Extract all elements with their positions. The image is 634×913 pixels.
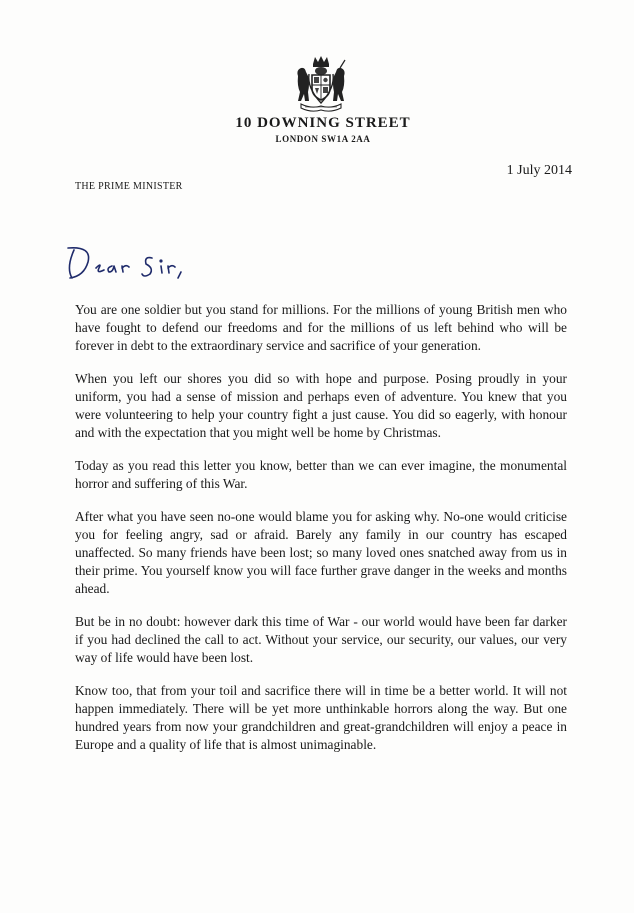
- royal-coat-of-arms-icon: [293, 54, 349, 114]
- paragraph-1: You are one soldier but you stand for millions. For the millions of young British men who have fought to defend our freedoms and for the millions of us left behind who will be forever in debt to the extraordinary service and sacrifice of your generation.: [75, 302, 567, 353]
- address-city: LONDON SW1A 2AA: [275, 134, 371, 144]
- paragraph-2: When you left our shores you did so with hope and purpose. Posing proudly in your uniform, you had a sense of mission and perhaps even of adventure. You knew that you were volunteering to help your country fight a just cause. You did so eagerly, with honour and with the expectation that you might well be home by Christmas.: [75, 371, 567, 440]
- letter-body: [75, 301, 567, 769]
- handwritten-salutation: [62, 238, 202, 290]
- paragraph-4: After what you have seen no-one would blame you for asking why. No-one would criticise you for feeling angry, sad or afraid. Barely any family in our country has escaped unaffected. So many friends have been lost; so many loved ones snatched away from us in their prime. You yourself know you will face further grave danger in the weeks and months ahead.: [75, 509, 567, 596]
- paragraph-5: But be in no doubt: however dark this time of War - our world would have been far darker if you had declined the call to act. Without your service, our security, our values, our very way of life would have been lost.: [75, 614, 567, 665]
- letter-date: 1 July 2014: [506, 163, 572, 178]
- salutation-signature-icon: [62, 238, 202, 290]
- paragraph-6: Know too, that from your toil and sacrifice there will in time be a better world. It will not happen immediately. There will be yet more unthinkable horrors along the way. But one hundred years from now your grandchildren and great-grandchildren will enjoy a peace in Europe and a quality of life that is almost unimaginable.: [75, 683, 567, 752]
- paragraph-3: Today as you read this letter you know, better than we can ever imagine, the monumental horror and suffering of this War.: [75, 458, 567, 491]
- sender-title: THE PRIME MINISTER: [75, 181, 183, 192]
- address-street: 10 DOWNING STREET: [235, 115, 411, 131]
